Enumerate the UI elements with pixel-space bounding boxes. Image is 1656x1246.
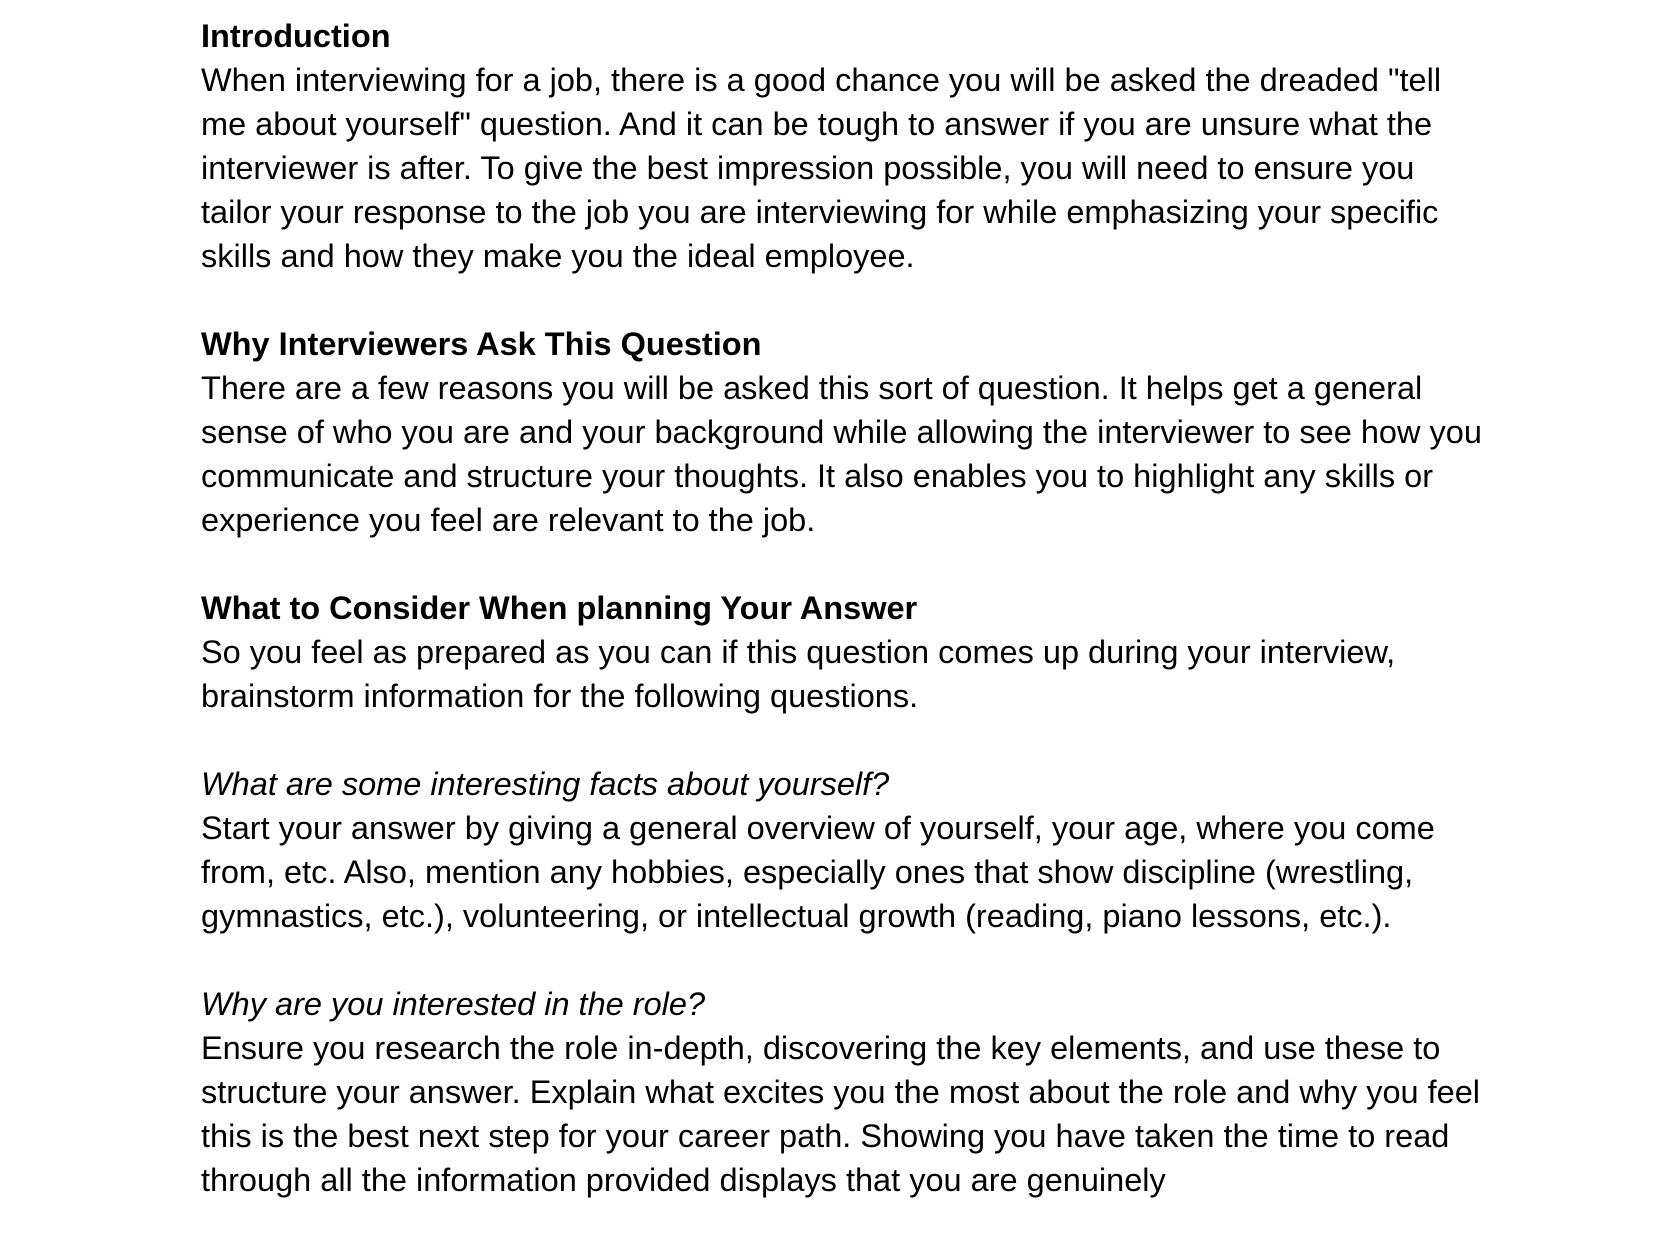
- section-paragraph: Start your answer by giving a general overview of yourself, your age, where you come from, etc. Also, mention any hobbies, especially ones that show discipline (wrestling, gymnastics, etc.), volunteering, or intellectual growth (reading, piano lessons, etc.).: [201, 810, 1435, 934]
- section-why-interviewers-ask: [201, 322, 1491, 542]
- section-heading: Why Interviewers Ask This Question: [201, 326, 762, 362]
- section-paragraph: Ensure you research the role in-depth, discovering the key elements, and use these to structure your answer. Explain what excites you the most about the role and why you feel this is the best next step for your career path. Showing you have taken the time to read through all the information provided displays that you are genuinely: [201, 1030, 1481, 1198]
- section-what-to-consider: [201, 586, 1491, 718]
- section-introduction: [201, 14, 1491, 278]
- section-paragraph: When interviewing for a job, there is a good chance you will be asked the dreaded "tell me about yourself" question. And it can be tough to answer if you are unsure what the interviewer is after. To give the best impression possible, you will need to ensure you tailor your response to the job you are interviewing for while emphasizing your specific skills and how they make you the ideal employee.: [201, 62, 1442, 274]
- section-heading: What to Consider When planning Your Answer: [201, 590, 918, 626]
- section-paragraph: So you feel as prepared as you can if this question comes up during your interview, brainstorm information for the following questions.: [201, 634, 1396, 714]
- section-paragraph: There are a few reasons you will be asked this sort of question. It helps get a general sense of who you are and your background while allowing the interviewer to see how you communicate and structure your thoughts. It also enables you to highlight any skills or experience you feel are relevant to the job.: [201, 370, 1482, 538]
- subsection-interesting-facts: [201, 762, 1491, 938]
- subsection-why-interested: [201, 982, 1491, 1202]
- question-subheading: What are some interesting facts about yourself?: [201, 766, 890, 802]
- document-page: [201, 14, 1491, 1246]
- question-subheading: Why are you interested in the role?: [201, 986, 706, 1022]
- section-heading: Introduction: [201, 18, 391, 54]
